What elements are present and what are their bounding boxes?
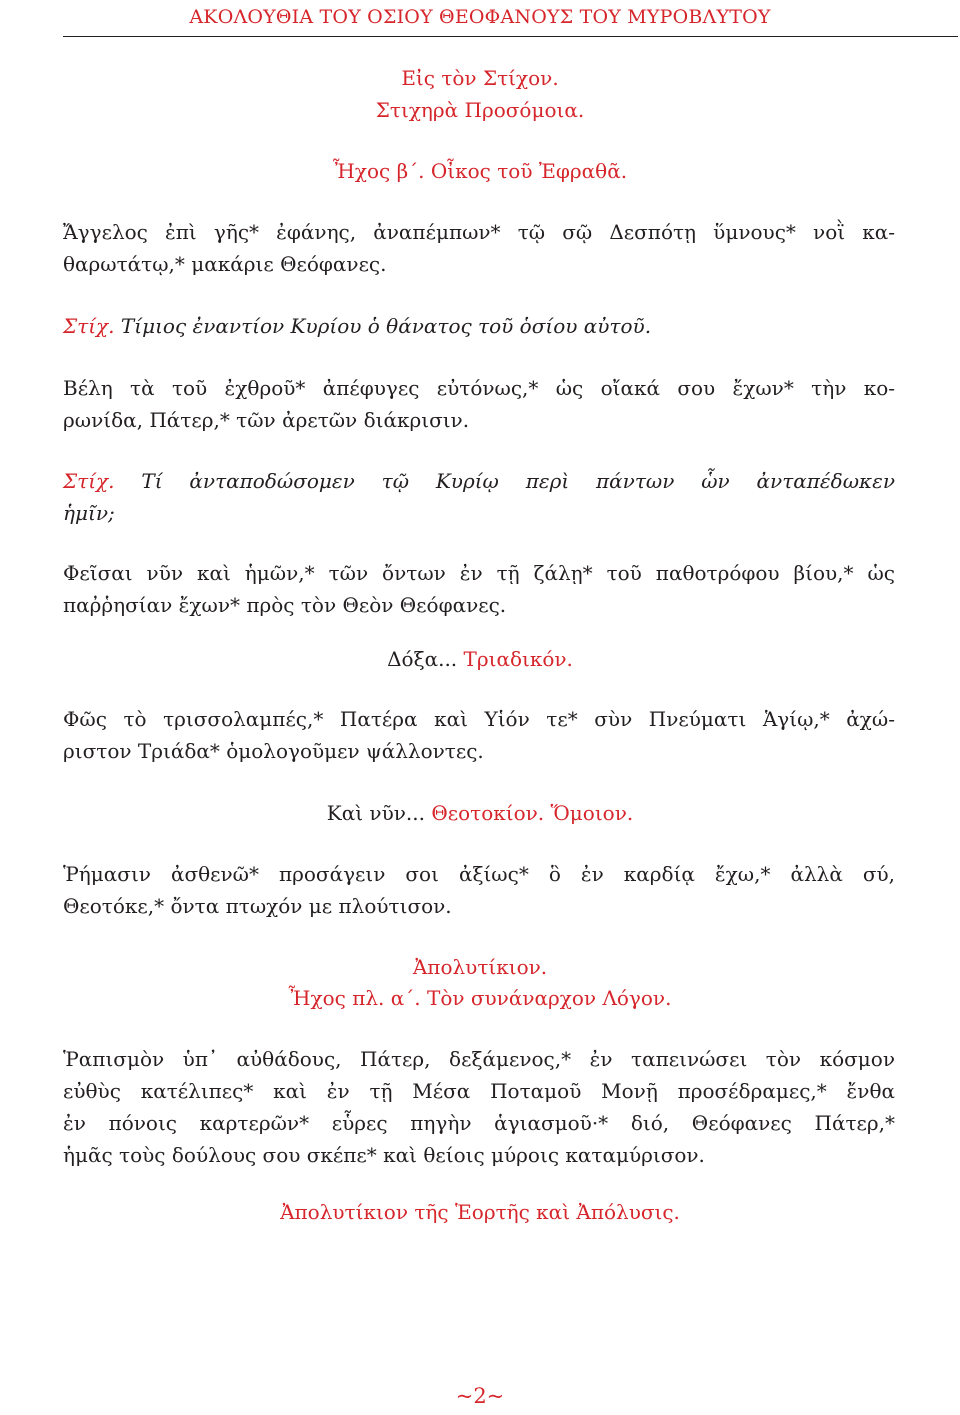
closing-rubric: Ἀπολυτίκιον τῆς Ἑορτῆς καὶ Ἀπόλυσις.: [280, 1200, 680, 1224]
hymn-line: ἐν πόνοις καρτερῶν* εὗρες πηγὴν ἁγιασμοῦ·* διό, Θεόφανες Πάτερ,*: [63, 1111, 895, 1135]
section-heading: Εἰς τὸν Στίχον.: [401, 66, 559, 90]
header-rule: [63, 36, 958, 37]
hymn-line: παῤῥησίαν ἔχων* πρὸς τὸν Θεὸν Θεόφανες.: [63, 593, 507, 617]
hymn-stanza-2: [63, 372, 895, 436]
hymn-stanza-3: [63, 557, 895, 621]
hymn-line: εὐθὺς κατέλιπες* καὶ ἐν τῇ Μέσα Ποταμοῦ Μονῇ προσέδραμες,* ἔνθα: [63, 1079, 895, 1103]
hymn-stanza-4: [63, 703, 895, 767]
hymn-line: ἡμᾶς τοὺς δούλους σου σκέπε* καὶ θείοις μύροις καταμύρισον.: [63, 1143, 705, 1167]
tone-heading: Ἦχος β΄. Οἶκος τοῦ Ἐφραθᾶ.: [332, 159, 628, 183]
kainyn-heading: [0, 797, 960, 829]
kainyn-label: Καὶ νῦν...: [326, 801, 425, 825]
hymn-line: ρωνίδα, Πάτερ,* τῶν ἀρετῶν διάκρισιν.: [63, 408, 470, 432]
verse-line: [63, 310, 895, 342]
hymn-line: θαρωτάτῳ,* μακάριε Θεόφανες.: [63, 252, 387, 276]
hymn-line: Φῶς τὸ τρισσολαμπές,* Πατέρα καὶ Υἱόν τε* σὺν Πνεύματι Ἁγίῳ,* ἀχώ-: [63, 707, 895, 731]
hymn-stanza-5: [63, 858, 895, 922]
doxa-label: Δόξα...: [387, 647, 458, 671]
hymn-line: Ῥαπισμὸν ὑπ᾽ αὐθάδους, Πάτερ, δεξάμενος,* ἐν ταπεινώσει τὸν κόσμον: [63, 1047, 895, 1071]
page-number: ~2~: [455, 1384, 505, 1408]
hymn-line: ριστον Τριάδα* ὁμολογοῦμεν ψάλλοντες.: [63, 739, 484, 763]
verse-text: Τίμιος ἐναντίον Κυρίου ὁ θάνατος τοῦ ὁσίου αὐτοῦ.: [120, 314, 652, 338]
doxa-heading: [0, 643, 960, 675]
verse-label: Στίχ.: [63, 314, 115, 338]
hymn-line: Φεῖσαι νῦν καὶ ἡμῶν,* τῶν ὄντων ἐν τῇ ζάλῃ* τοῦ παθοτρόφου βίου,* ὡς: [63, 561, 895, 585]
hymn-stanza-1: [63, 216, 895, 280]
verse-line: [63, 465, 895, 497]
verse-1: [63, 310, 895, 342]
apolytikion-tone: Ἦχος πλ. α΄. Τὸν συνάναρχον Λόγον.: [288, 986, 672, 1010]
kainyn-rubric: Θεοτοκίον. Ὅμοιον.: [431, 801, 634, 825]
running-header: ΑΚΟΛΟΥΘΙΑ ΤΟΥ ΟΣΙΟΥ ΘΕΟΦΑΝΟΥΣ ΤΟΥ ΜΥΡΟΒΛΥΤΟΥ: [189, 6, 771, 28]
section-subheading: Στιχηρὰ Προσόμοια.: [375, 98, 585, 122]
hymn-stanza-6: [63, 1043, 895, 1171]
hymn-line: Ἄγγελος ἐπὶ γῆς* ἐφάνης, ἀναπέμπων* τῷ σῷ Δεσπότῃ ὕμνους* νοῒ κα-: [63, 220, 895, 244]
hymn-line: Ῥήμασιν ἀσθενῶ* προσάγειν σοι ἀξίως* ὃ ἐν καρδίᾳ ἔχω,* ἀλλὰ σύ,: [63, 862, 895, 886]
verse-2: [63, 465, 895, 529]
hymn-line: Βέλη τὰ τοῦ ἐχθροῦ* ἀπέφυγες εὐτόνως,* ὡς οἴακά σου ἔχων* τὴν κο-: [63, 376, 895, 400]
verse-text: Τί ἀνταποδώσομεν τῷ Κυρίῳ περὶ πάντων ὧν ἀνταπέδωκεν: [141, 469, 896, 493]
apolytikion-heading: Ἀπολυτίκιον.: [412, 955, 548, 979]
verse-line: ἡμῖν;: [63, 501, 115, 525]
verse-label: Στίχ.: [63, 469, 115, 493]
hymn-line: Θεοτόκε,* ὄντα πτωχόν με πλούτισον.: [63, 894, 452, 918]
doxa-rubric: Τριαδικόν.: [463, 647, 573, 671]
